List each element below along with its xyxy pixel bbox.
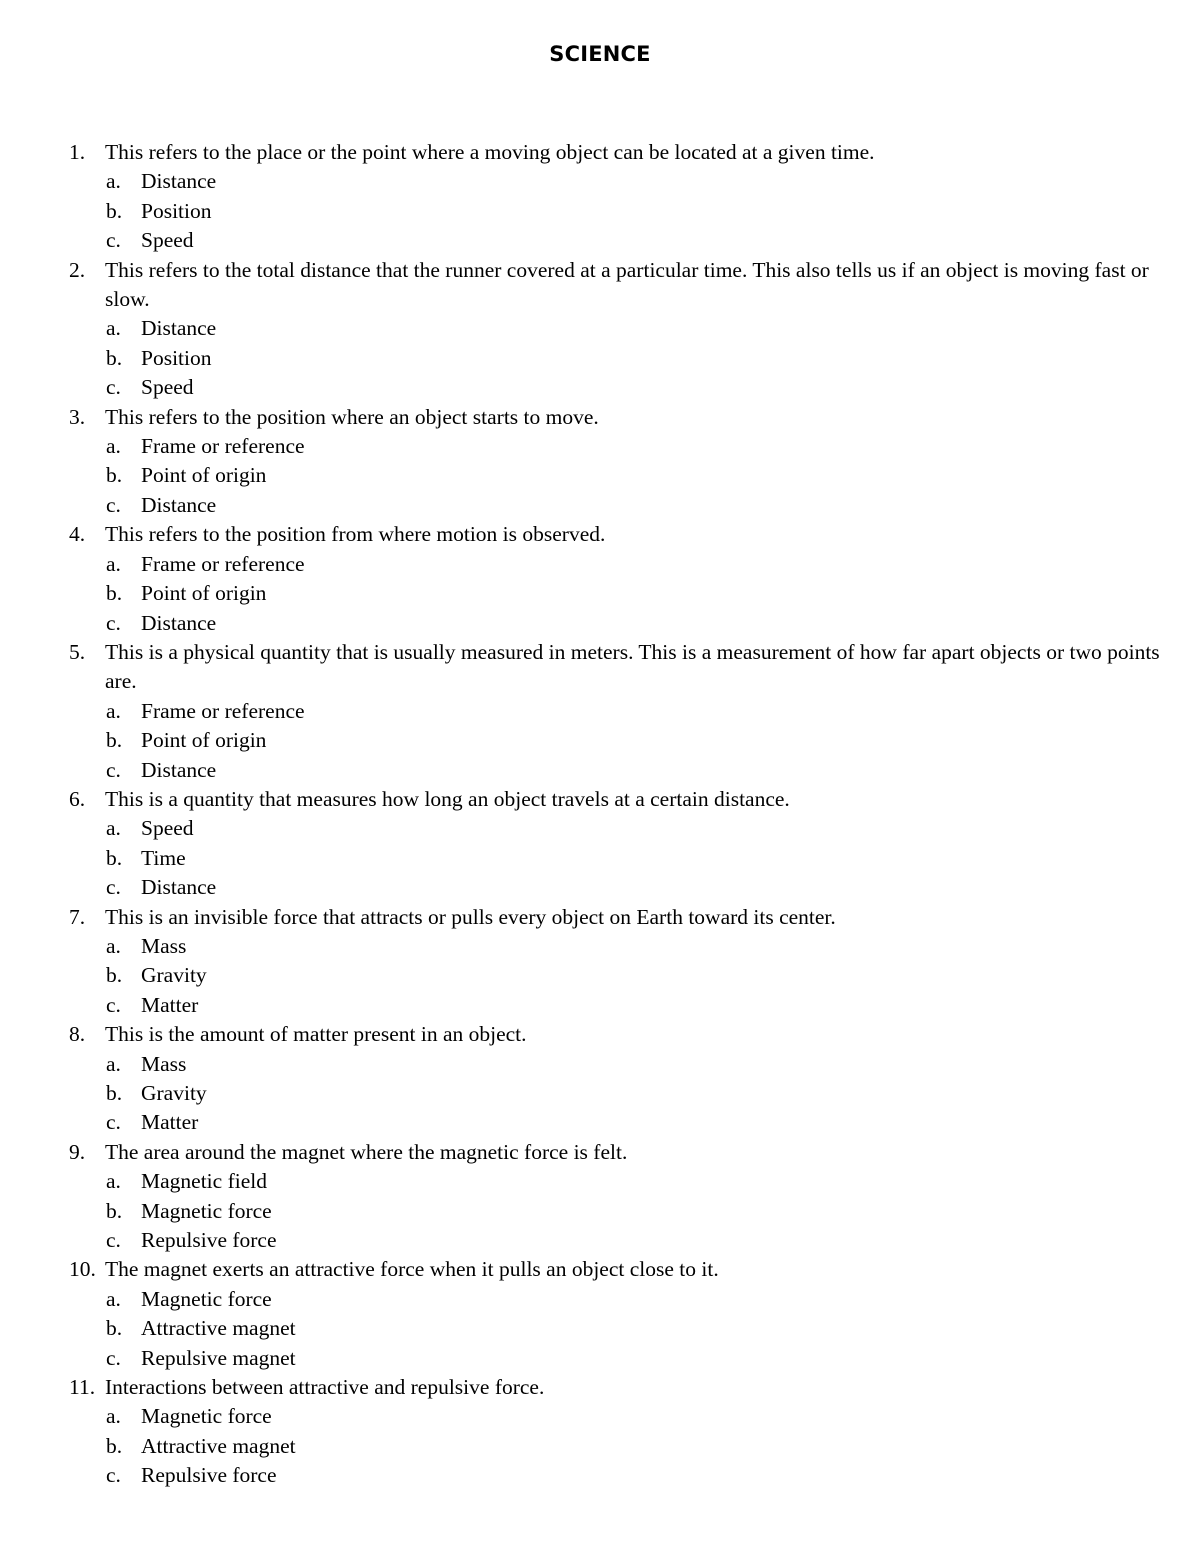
option-letter: a.: [106, 1404, 121, 1429]
answer-option: [0, 1197, 1200, 1226]
option-letter: a.: [106, 933, 121, 958]
answer-option: [0, 344, 1200, 373]
option-text: Magnetic force: [141, 1404, 272, 1429]
answer-option: [0, 1432, 1200, 1461]
question-stem: [0, 138, 1200, 167]
question-text: This is a physical quantity that is usually measured in meters. This is a measurement of how far apart objects or two points are.: [105, 639, 1160, 694]
question-item: [0, 638, 1200, 785]
option-letter: b.: [106, 1198, 123, 1223]
option-text: Gravity: [141, 1081, 207, 1105]
question-stem: [0, 1255, 1200, 1284]
option-text: Frame or reference: [141, 698, 305, 723]
question-item: [0, 256, 1200, 403]
option-text: Distance: [141, 316, 217, 341]
option-text: Attractive magnet: [141, 1316, 296, 1341]
option-text: Matter: [141, 1110, 199, 1135]
question-item: [0, 520, 1200, 638]
option-text: Speed: [141, 375, 194, 400]
question-number: 9.: [69, 1139, 86, 1164]
option-text: Mass: [141, 1051, 187, 1076]
option-letter: b.: [106, 1433, 123, 1458]
answer-option: [0, 1050, 1200, 1079]
option-text: Position: [141, 198, 212, 223]
option-text: Gravity: [141, 963, 207, 988]
question-stem: [0, 403, 1200, 432]
question-number: 3.: [69, 404, 86, 429]
option-text: Speed: [141, 228, 194, 253]
option-letter: c.: [106, 375, 121, 400]
question-number: 1.: [69, 140, 86, 164]
option-letter: b.: [106, 845, 123, 870]
question-text: This is a quantity that measures how long an object travels at a certain distance.: [105, 786, 790, 811]
answer-option: [0, 756, 1200, 785]
answer-option: [0, 550, 1200, 579]
question-item: [0, 903, 1200, 1021]
question-text: This refers to the place or the point where a moving object can be located at a given time.: [105, 140, 875, 164]
question-item: [0, 1373, 1200, 1491]
question-stem: [0, 256, 1200, 315]
question-stem: [0, 520, 1200, 549]
answer-option: [0, 844, 1200, 873]
option-letter: c.: [106, 992, 121, 1017]
option-letter: c.: [106, 1345, 121, 1370]
question-text: This is an invisible force that attracts or pulls every object on Earth toward its center.: [105, 904, 836, 929]
option-text: Matter: [141, 992, 199, 1017]
option-text: Frame or reference: [141, 551, 305, 576]
option-text: Speed: [141, 816, 194, 841]
option-text: Frame or reference: [141, 434, 305, 459]
option-text: Distance: [141, 492, 217, 517]
option-text: Attractive magnet: [141, 1433, 296, 1458]
question-number: 2.: [69, 257, 86, 282]
question-item: [0, 1020, 1200, 1138]
option-text: Repulsive force: [141, 1228, 277, 1253]
answer-option: [0, 1314, 1200, 1343]
question-text: This is the amount of matter present in an object.: [105, 1022, 527, 1047]
answer-option: [0, 1402, 1200, 1431]
answer-option: [0, 1285, 1200, 1314]
option-text: Distance: [141, 169, 217, 194]
page-title: SCIENCE: [549, 42, 651, 66]
answer-option: [0, 873, 1200, 902]
option-letter: c.: [106, 228, 121, 253]
option-letter: c.: [106, 610, 121, 635]
option-letter: b.: [106, 198, 123, 223]
option-text: Magnetic force: [141, 1198, 272, 1223]
option-text: Point of origin: [141, 581, 267, 606]
question-number: 11.: [69, 1375, 96, 1400]
option-text: Magnetic force: [141, 1286, 272, 1311]
question-stem: [0, 1373, 1200, 1402]
question-text: The area around the magnet where the magnetic force is felt.: [105, 1139, 628, 1164]
option-text: Distance: [141, 875, 217, 900]
option-letter: c.: [106, 492, 121, 517]
answer-option: [0, 314, 1200, 343]
option-letter: a.: [106, 1051, 121, 1076]
question-number: 4.: [69, 522, 86, 547]
question-item: [0, 403, 1200, 521]
answer-option: [0, 1461, 1200, 1490]
option-letter: c.: [106, 1110, 121, 1135]
question-item: [0, 1255, 1200, 1373]
answer-option: [0, 1108, 1200, 1137]
option-letter: b.: [106, 963, 123, 988]
option-text: Distance: [141, 757, 217, 782]
question-text: Interactions between attractive and repulsive force.: [105, 1375, 545, 1400]
option-letter: a.: [106, 169, 121, 194]
question-stem: [0, 1020, 1200, 1049]
answer-option: [0, 432, 1200, 461]
question-number: 6.: [69, 786, 86, 811]
question-stem: [0, 638, 1200, 697]
option-letter: a.: [106, 434, 121, 459]
answer-option: [0, 1344, 1200, 1373]
question-stem: [0, 785, 1200, 814]
question-text: This refers to the total distance that the runner covered at a particular time. This also tells us if an object is moving fast or slow.: [105, 257, 1149, 312]
question-list: [0, 138, 1200, 1491]
answer-option: [0, 167, 1200, 196]
answer-option: [0, 991, 1200, 1020]
option-letter: c.: [106, 1228, 121, 1253]
question-number: 8.: [69, 1022, 86, 1047]
option-letter: c.: [106, 1463, 121, 1488]
answer-option: [0, 1167, 1200, 1196]
option-text: Point of origin: [141, 728, 267, 753]
option-letter: a.: [106, 316, 121, 341]
option-letter: b.: [106, 1081, 123, 1105]
answer-option: [0, 932, 1200, 961]
option-letter: b.: [106, 463, 123, 488]
option-letter: b.: [106, 1316, 123, 1341]
question-text: This refers to the position from where motion is observed.: [105, 522, 606, 547]
answer-option: [0, 697, 1200, 726]
option-letter: c.: [106, 875, 121, 900]
option-letter: b.: [106, 345, 123, 370]
option-text: Distance: [141, 610, 217, 635]
option-letter: a.: [106, 551, 121, 576]
question-item: [0, 138, 1200, 256]
answer-option: [0, 814, 1200, 843]
option-text: Position: [141, 345, 212, 370]
answer-option: [0, 461, 1200, 490]
answer-option: [0, 373, 1200, 402]
question-number: 10.: [69, 1257, 96, 1282]
answer-option: [0, 726, 1200, 755]
answer-option: [0, 1079, 1200, 1108]
question-stem: [0, 903, 1200, 932]
option-letter: a.: [106, 1286, 121, 1311]
option-text: Point of origin: [141, 463, 267, 488]
option-text: Time: [141, 845, 186, 870]
option-text: Magnetic field: [141, 1169, 267, 1194]
answer-option: [0, 491, 1200, 520]
answer-option: [0, 1226, 1200, 1255]
option-letter: c.: [106, 757, 121, 782]
question-number: 5.: [69, 639, 86, 664]
question-stem: [0, 1138, 1200, 1167]
option-text: Repulsive magnet: [141, 1345, 296, 1370]
answer-option: [0, 579, 1200, 608]
question-number: 7.: [69, 904, 86, 929]
answer-option: [0, 197, 1200, 226]
option-letter: a.: [106, 1169, 121, 1194]
option-text: Repulsive force: [141, 1463, 277, 1488]
answer-option: [0, 961, 1200, 990]
option-letter: b.: [106, 581, 123, 606]
question-item: [0, 785, 1200, 903]
question-item: [0, 1138, 1200, 1256]
option-letter: b.: [106, 728, 123, 753]
question-text: This refers to the position where an object starts to move.: [105, 404, 599, 429]
option-letter: a.: [106, 698, 121, 723]
answer-option: [0, 609, 1200, 638]
question-text: The magnet exerts an attractive force when it pulls an object close to it.: [105, 1257, 719, 1282]
answer-option: [0, 226, 1200, 255]
option-text: Mass: [141, 933, 187, 958]
option-letter: a.: [106, 816, 121, 841]
